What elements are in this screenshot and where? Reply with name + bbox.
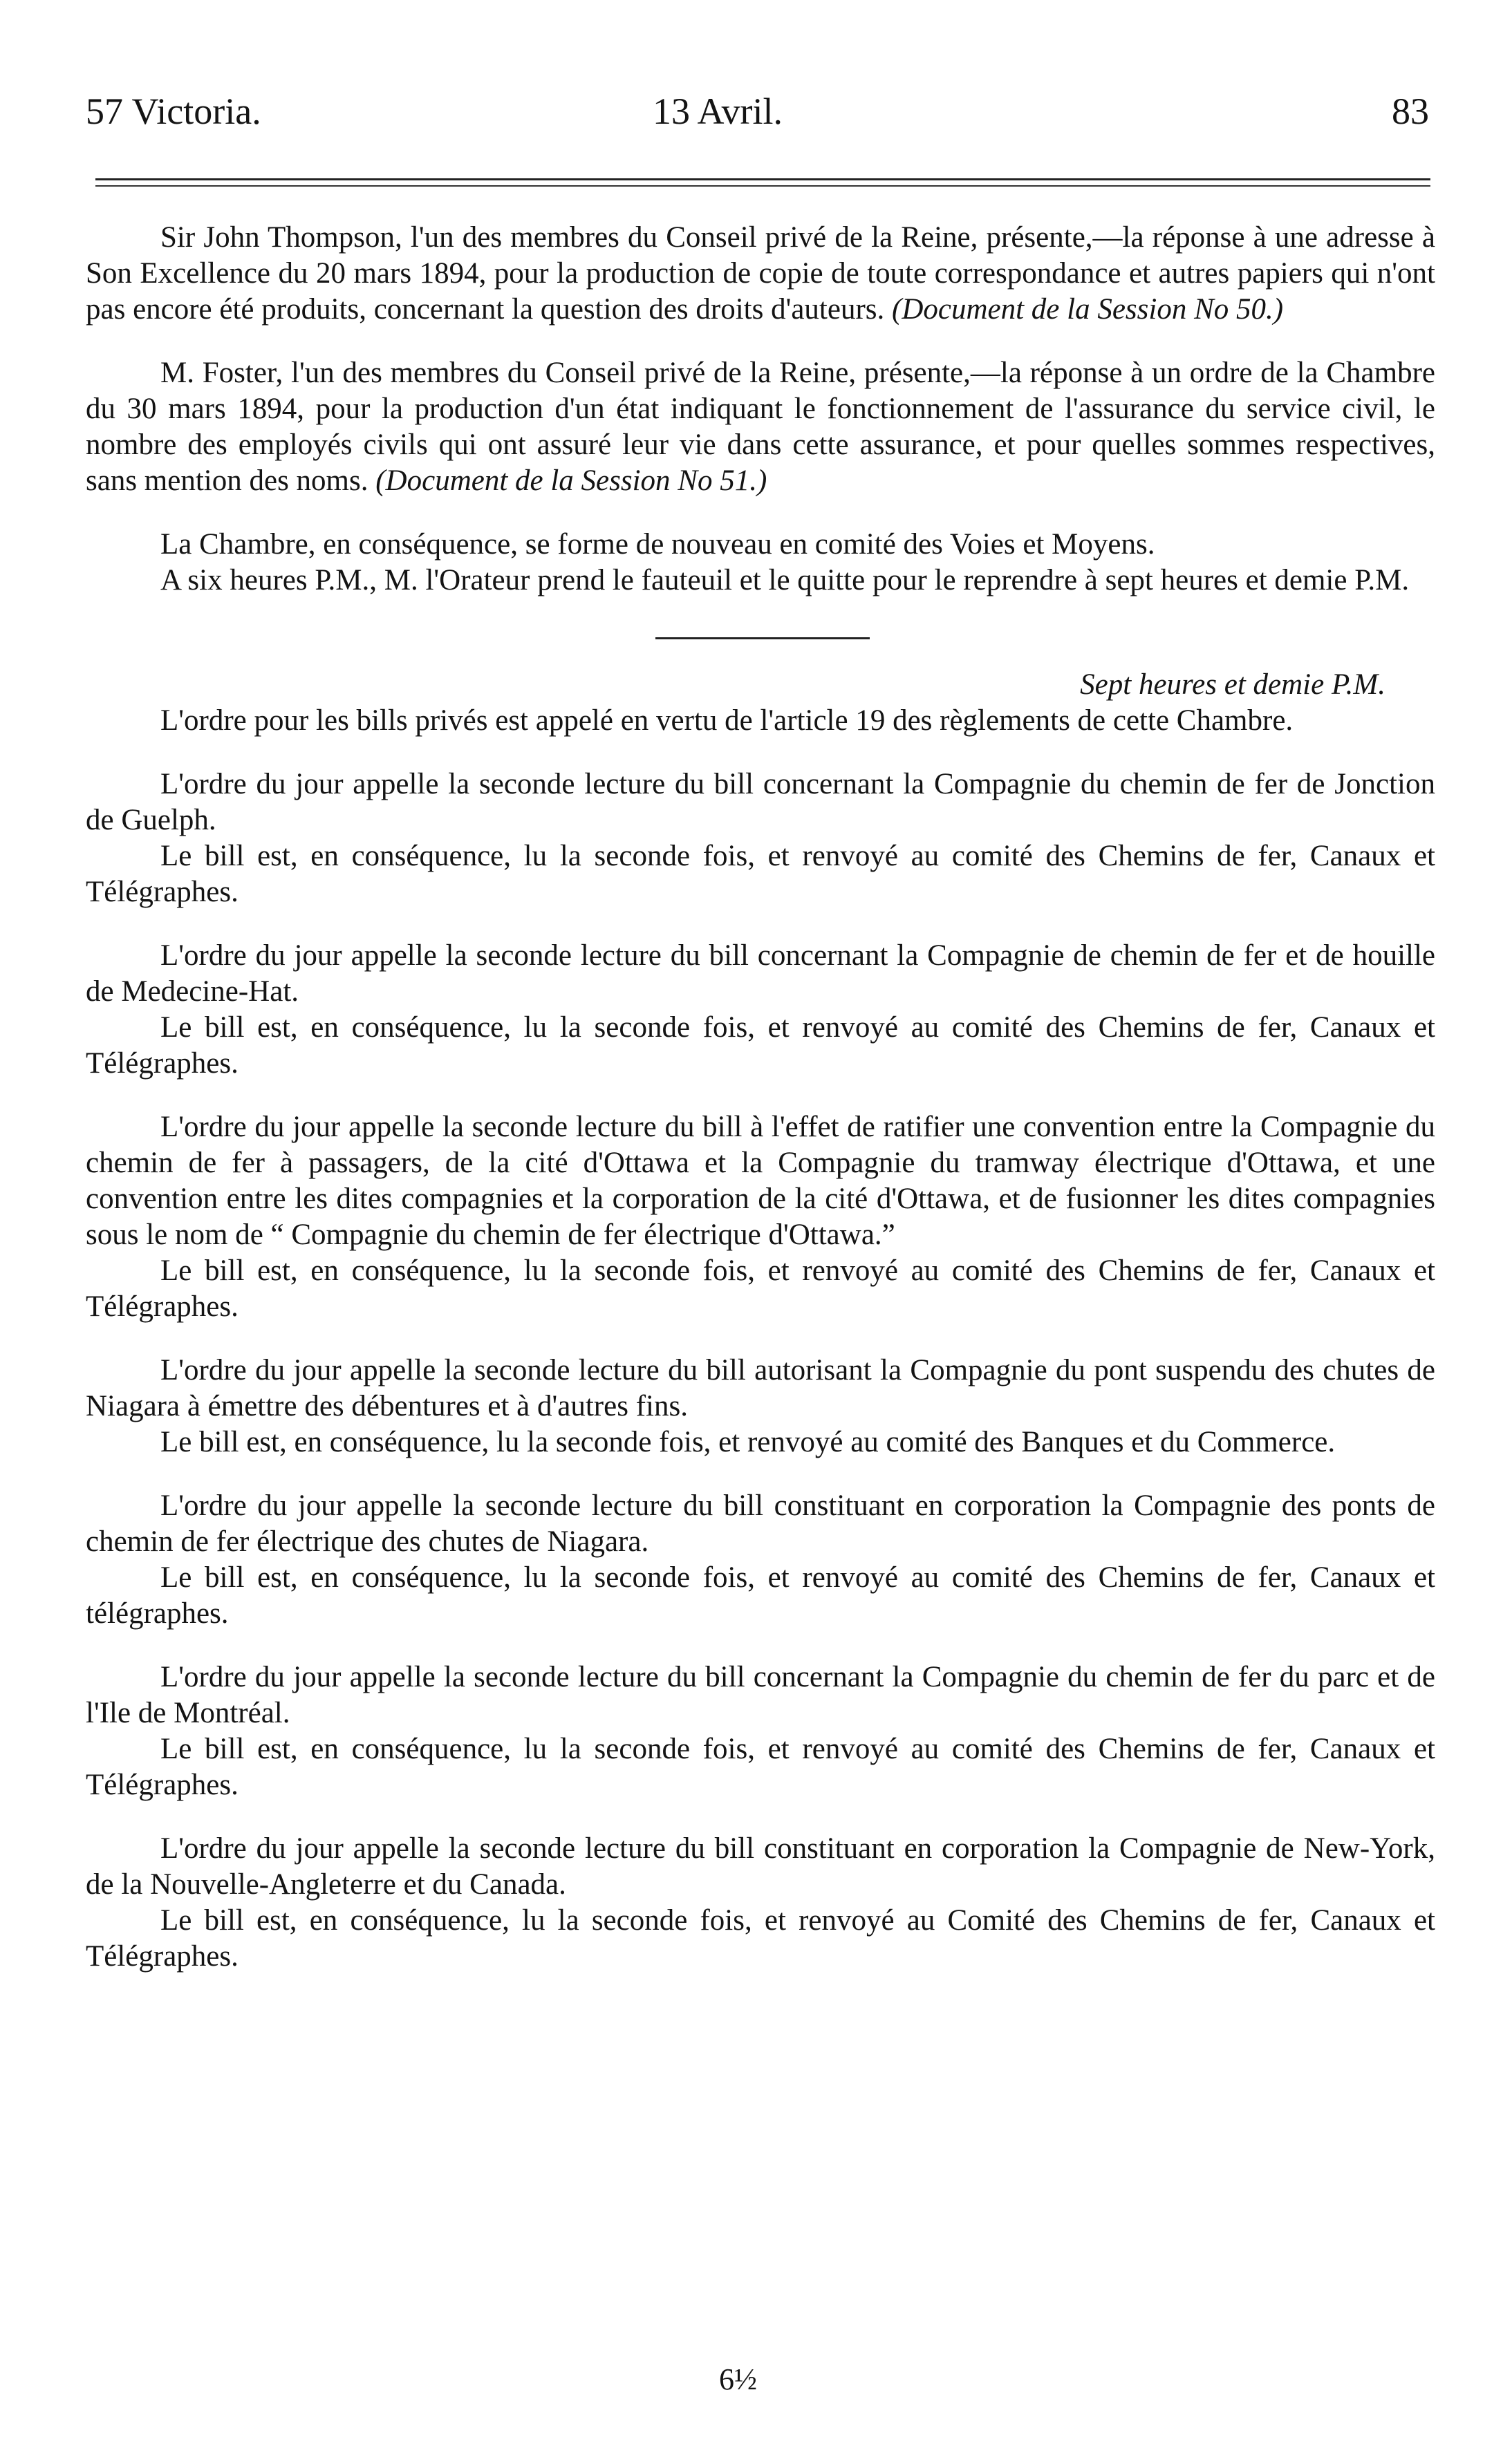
section-divider: [655, 637, 870, 639]
paragraph-order: L'ordre du jour appelle la seconde lecture du bill autorisant la Compagnie du pont suspendu des chutes de Niagara à émettre des débentures et à d'autres fins.: [86, 1354, 1435, 1422]
paragraph-order: L'ordre du jour appelle la seconde lecture du bill concernant la Compagnie de chemin de fer et de houille de Medecine-Hat.: [86, 939, 1435, 1008]
time-heading: Sept heures et demie P.M.: [1080, 668, 1385, 701]
paragraph-text: M. Foster, l'un des membres du Conseil privé de la Reine, présente,—la réponse à un ordre de la Chambre du 30 mars 1894, pour la production d'un état indiquant le fonctionnement de l'assurance du service civil, le nombre des employés civils qui ont assuré leur vie dans cette assurance, et pour quelles sommes respectives, sans mention des noms.: [86, 357, 1435, 497]
header-rule-secondary: [95, 185, 1430, 187]
paragraph-referral: Le bill est, en conséquence, lu la seconde fois, et renvoyé au comité des Chemins de fer, Canaux et Télégraphes.: [86, 1011, 1435, 1080]
paragraph-referral: Le bill est, en conséquence, lu la seconde fois, et renvoyé au comité des Chemins de fer, Canaux et Télégraphes.: [86, 1254, 1435, 1323]
paragraph-referral: Le bill est, en conséquence, lu la seconde fois, et renvoyé au comité des Chemins de fer, Canaux et Télégraphes.: [86, 1733, 1435, 1801]
paragraph-order: L'ordre du jour appelle la seconde lecture du bill à l'effet de ratifier une convention entre la Compagnie du chemin de fer à passagers, de la cité d'Ottawa et la Compagnie du tramway électrique d'Ottawa, et une convention entre les dites compagnies et la corporation de la cité d'Ottawa, et de fusionner les dites compagnies sous le nom de “ Compagnie du chemin de fer électrique d'Ottawa.”: [86, 1111, 1435, 1251]
paragraph-referral: Le bill est, en conséquence, lu la seconde fois, et renvoyé au comité des Banques et du Commerce.: [160, 1426, 1336, 1458]
signature-mark: 6½: [719, 2362, 757, 2396]
paragraph-foster: [86, 355, 1435, 499]
document-reference: (Document de la Session No 51.): [375, 464, 767, 497]
header-rule: [95, 178, 1430, 180]
paragraph-order: L'ordre du jour appelle la seconde lecture du bill concernant la Compagnie du chemin de fer du parc et de l'Ile de Montréal.: [86, 1661, 1435, 1729]
page-header: [86, 87, 1429, 135]
paragraph-order: L'ordre du jour appelle la seconde lecture du bill concernant la Compagnie du chemin de fer de Jonction de Guelph.: [86, 768, 1435, 836]
paragraph-order: L'ordre du jour appelle la seconde lecture du bill constituant en corporation la Compagnie de New-York, de la Nouvelle-Angleterre et du Canada.: [86, 1832, 1435, 1901]
page-number: 83: [1392, 91, 1429, 132]
paragraph-referral: Le bill est, en conséquence, lu la seconde fois, et renvoyé au Comité des Chemins de fer, Canaux et Télégraphes.: [86, 1904, 1435, 1973]
paragraph-thompson: [86, 220, 1435, 328]
paragraph-order: L'ordre du jour appelle la seconde lecture du bill constituant en corporation la Compagnie des ponts de chemin de fer électrique des chutes de Niagara.: [86, 1489, 1435, 1558]
paragraph-text: Sir John Thompson, l'un des membres du Conseil privé de la Reine, présente,—la réponse à une adresse à Son Excellence du 20 mars 1894, pour la production de copie de toute correspondance et autres papiers qui n'ont pas encore été produits, concernant la question des droits d'auteurs.: [86, 221, 1435, 326]
header-date: 13 Avril.: [653, 91, 783, 132]
paragraph-recess: A six heures P.M., M. l'Orateur prend le fauteuil et le quitte pour le reprendre à sept heures et demie P.M.: [160, 564, 1410, 596]
document-reference: (Document de la Session No 50.): [892, 293, 1284, 326]
paragraph-committee: La Chambre, en conséquence, se forme de nouveau en comité des Voies et Moyens.: [160, 528, 1155, 561]
paragraph-private-bills: L'ordre pour les bills privés est appelé en vertu de l'article 19 des règlements de cette Chambre.: [160, 704, 1294, 737]
header-volume: 57 Victoria.: [86, 91, 261, 132]
paragraph-referral: Le bill est, en conséquence, lu la seconde fois, et renvoyé au comité des Chemins de fer, Canaux et télégraphes.: [86, 1561, 1435, 1630]
document-body: [86, 220, 1435, 1975]
paragraph-referral: Le bill est, en conséquence, lu la seconde fois, et renvoyé au comité des Chemins de fer, Canaux et Télégraphes.: [86, 840, 1435, 908]
